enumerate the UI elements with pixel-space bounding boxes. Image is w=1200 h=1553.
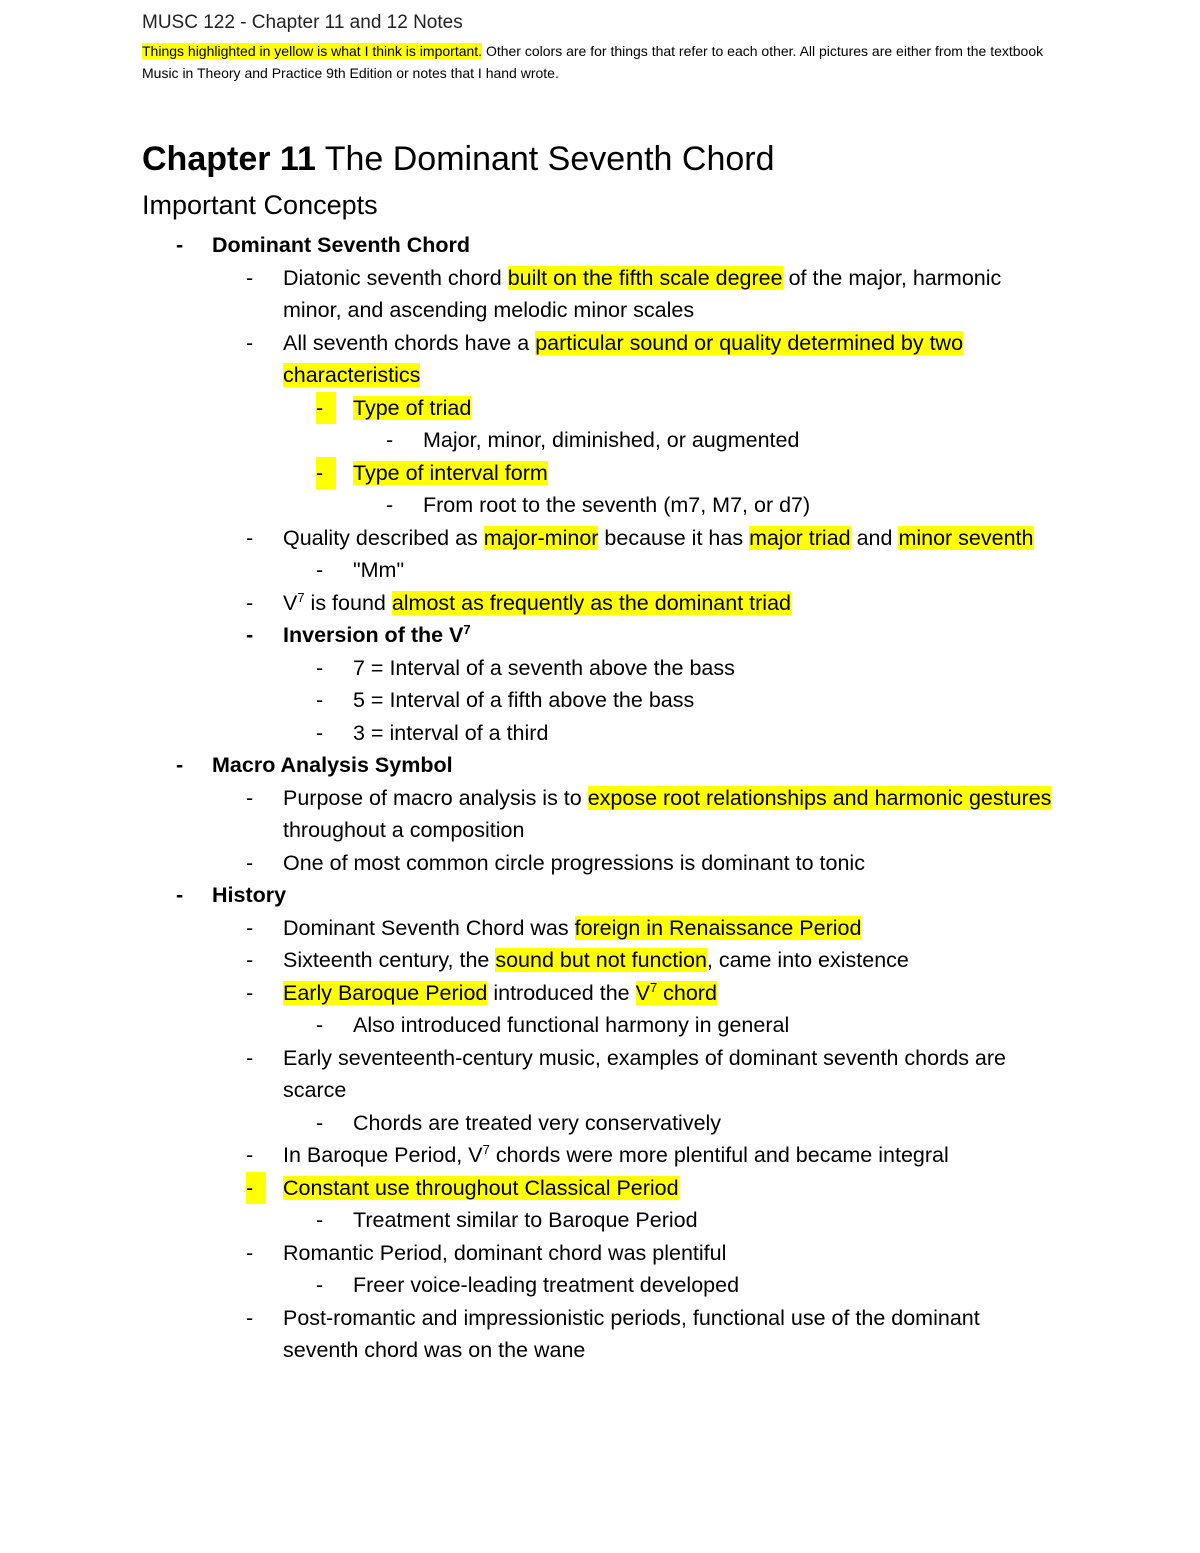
list-item	[142, 489, 1057, 522]
superscript: 7	[463, 622, 471, 637]
list-item	[142, 1042, 1057, 1107]
item-text: In Baroque Period, V	[283, 1143, 483, 1167]
item-text: V	[283, 590, 298, 615]
item-text: Quality described as	[283, 525, 484, 550]
bullet-dash: -	[246, 1143, 254, 1167]
item-text: and	[850, 525, 899, 550]
intro-highlighted-text: Things highlighted in yellow is what I think is important.	[142, 43, 483, 59]
bullet-dash: -	[316, 1013, 324, 1037]
bullet-dash: -	[176, 233, 184, 257]
item-text: because it has	[598, 525, 750, 550]
item-text: 3 = interval of a third	[353, 720, 549, 745]
bullet-dash: -	[246, 330, 254, 355]
highlighted-text: major-minor	[483, 525, 599, 550]
list-item	[142, 944, 1057, 977]
list-item	[142, 392, 1057, 425]
list-item	[142, 1237, 1057, 1270]
highlighted-text: sound but not function	[495, 948, 707, 972]
list-item	[142, 522, 1057, 555]
item-text: Romantic Period, dominant chord was plentiful	[283, 1240, 727, 1265]
list-item	[142, 327, 1057, 392]
bullet-dash: -	[316, 1110, 324, 1135]
section-title: Important Concepts	[142, 190, 378, 220]
highlighted-text: almost as frequently as the dominant triad	[391, 590, 791, 615]
highlighted-text: particular sound or quality determined by two characteristics	[283, 330, 964, 387]
highlighted-text: major triad	[749, 525, 851, 550]
highlighted-text	[636, 981, 717, 1005]
subheading-inversion: Inversion of the V	[283, 623, 464, 647]
list-item	[142, 1107, 1057, 1140]
item-text: Major, minor, diminished, or augmented	[423, 428, 800, 452]
bullet-dash: -	[246, 980, 254, 1005]
superscript: 7	[649, 979, 658, 995]
item-text: From root to the seventh (m7, M7, or d7)	[423, 493, 811, 517]
list-item	[142, 782, 1057, 847]
bullet-dash: -	[316, 655, 324, 680]
highlighted-text: Constant use throughout Classical Period	[283, 1175, 679, 1200]
list-item	[142, 717, 1057, 750]
bullet-dash: -	[246, 1305, 254, 1330]
item-text: introduced the	[487, 980, 636, 1005]
list-item	[142, 1139, 1057, 1172]
list-item	[142, 879, 1057, 912]
item-text: , came into existence	[706, 948, 909, 972]
superscript: 7	[297, 589, 305, 605]
bullet-dash: -	[316, 457, 336, 490]
highlighted-text: foreign in Renaissance Period	[574, 915, 862, 940]
item-text: Purpose of macro analysis is to	[283, 785, 588, 810]
item-text: Dominant Seventh Chord was	[283, 915, 575, 940]
item-text: Post-romantic and impressionistic periods, functional use of the dominant seventh chord was on the wane	[283, 1305, 980, 1362]
list-item	[142, 749, 1057, 782]
bullet-dash: -	[246, 623, 254, 647]
list-item	[142, 652, 1057, 685]
document-header: MUSC 122 - Chapter 11 and 12 Notes	[142, 12, 463, 33]
highlighted-text: Early Baroque Period	[283, 980, 488, 1005]
list-item	[142, 229, 1057, 262]
intro-note	[142, 40, 1052, 84]
bullet-dash: -	[246, 785, 254, 810]
bullet-dash: -	[316, 1208, 324, 1232]
item-text: Sixteenth century, the	[283, 948, 496, 972]
item-text: is found	[304, 590, 392, 615]
item-text: 5 = Interval of a fifth above the bass	[353, 688, 695, 712]
bullet-dash: -	[246, 1240, 254, 1265]
list-item	[142, 619, 1057, 652]
highlighted-text: built on the fifth scale degree	[507, 265, 783, 290]
highlighted-text: expose root relationships and harmonic gestures	[587, 785, 1052, 810]
list-item	[142, 1269, 1057, 1302]
chapter-title	[142, 140, 775, 179]
bullet-dash: -	[316, 688, 324, 712]
bullet-dash: -	[246, 850, 254, 875]
heading-history: History	[212, 883, 287, 907]
item-text: Treatment similar to Baroque Period	[353, 1208, 698, 1232]
item-text: One of most common circle progressions is dominant to tonic	[283, 850, 865, 875]
list-item	[142, 977, 1057, 1010]
item-text: All seventh chords have a	[283, 330, 536, 355]
notes-outline	[142, 229, 1057, 1367]
item-text: chords were more plentiful and became integral	[489, 1143, 949, 1167]
bullet-dash: -	[176, 883, 184, 907]
item-text: throughout a composition	[283, 818, 525, 842]
item-text: "Mm"	[353, 558, 405, 582]
list-item	[142, 847, 1057, 880]
bullet-dash: -	[246, 1172, 266, 1205]
superscript: 7	[482, 1142, 490, 1157]
bullet-dash: -	[246, 265, 254, 290]
bullet-dash: -	[316, 558, 324, 582]
bullet-dash: -	[386, 493, 394, 517]
bullet-dash: -	[246, 1045, 254, 1070]
item-text: Early seventeenth-century music, examples of dominant seventh chords are scarce	[283, 1045, 1007, 1102]
list-item	[142, 1204, 1057, 1237]
item-text: chord	[657, 980, 717, 1005]
list-item	[142, 1172, 1057, 1205]
item-text: Freer voice-leading treatment developed	[353, 1273, 740, 1297]
list-item	[142, 1302, 1057, 1367]
item-text: Chords are treated very conservatively	[353, 1110, 722, 1135]
list-item	[142, 554, 1057, 587]
bullet-dash: -	[246, 948, 254, 972]
item-text: V	[635, 980, 650, 1005]
bullet-dash: -	[246, 525, 254, 550]
bullet-dash: -	[246, 915, 254, 940]
item-text: of the major, harmonic minor, and ascending melodic minor scales	[283, 265, 1002, 322]
intro-text: Other colors are for things that refer to each other. All pictures are either from the textbook Music in Theory and Practice 9th Edition or notes that I hand wrote.	[142, 43, 1044, 81]
bullet-dash: -	[316, 1273, 324, 1297]
list-item	[142, 424, 1057, 457]
item-text: Also introduced functional harmony in general	[353, 1013, 790, 1037]
bullet-dash: -	[316, 392, 336, 425]
list-item	[142, 262, 1057, 327]
item-text: 7 = Interval of a seventh above the bass	[353, 655, 735, 680]
list-item	[142, 684, 1057, 717]
list-item	[142, 1009, 1057, 1042]
bullet-dash: -	[246, 590, 254, 615]
list-item	[142, 457, 1057, 490]
highlighted-text: Type of triad	[353, 395, 472, 420]
list-item	[142, 587, 1057, 620]
bullet-dash: -	[176, 753, 184, 777]
chapter-number: Chapter 11	[142, 140, 316, 178]
bullet-dash: -	[316, 720, 324, 745]
highlighted-text: minor seventh	[898, 525, 1034, 550]
heading-dominant-seventh: Dominant Seventh Chord	[212, 233, 471, 257]
bullet-dash: -	[386, 428, 394, 452]
item-text: Diatonic seventh chord	[283, 265, 508, 290]
list-item	[142, 912, 1057, 945]
chapter-name: The Dominant Seventh Chord	[315, 140, 775, 178]
highlighted-text: Type of interval form	[353, 460, 548, 485]
heading-macro-analysis: Macro Analysis Symbol	[212, 753, 453, 777]
